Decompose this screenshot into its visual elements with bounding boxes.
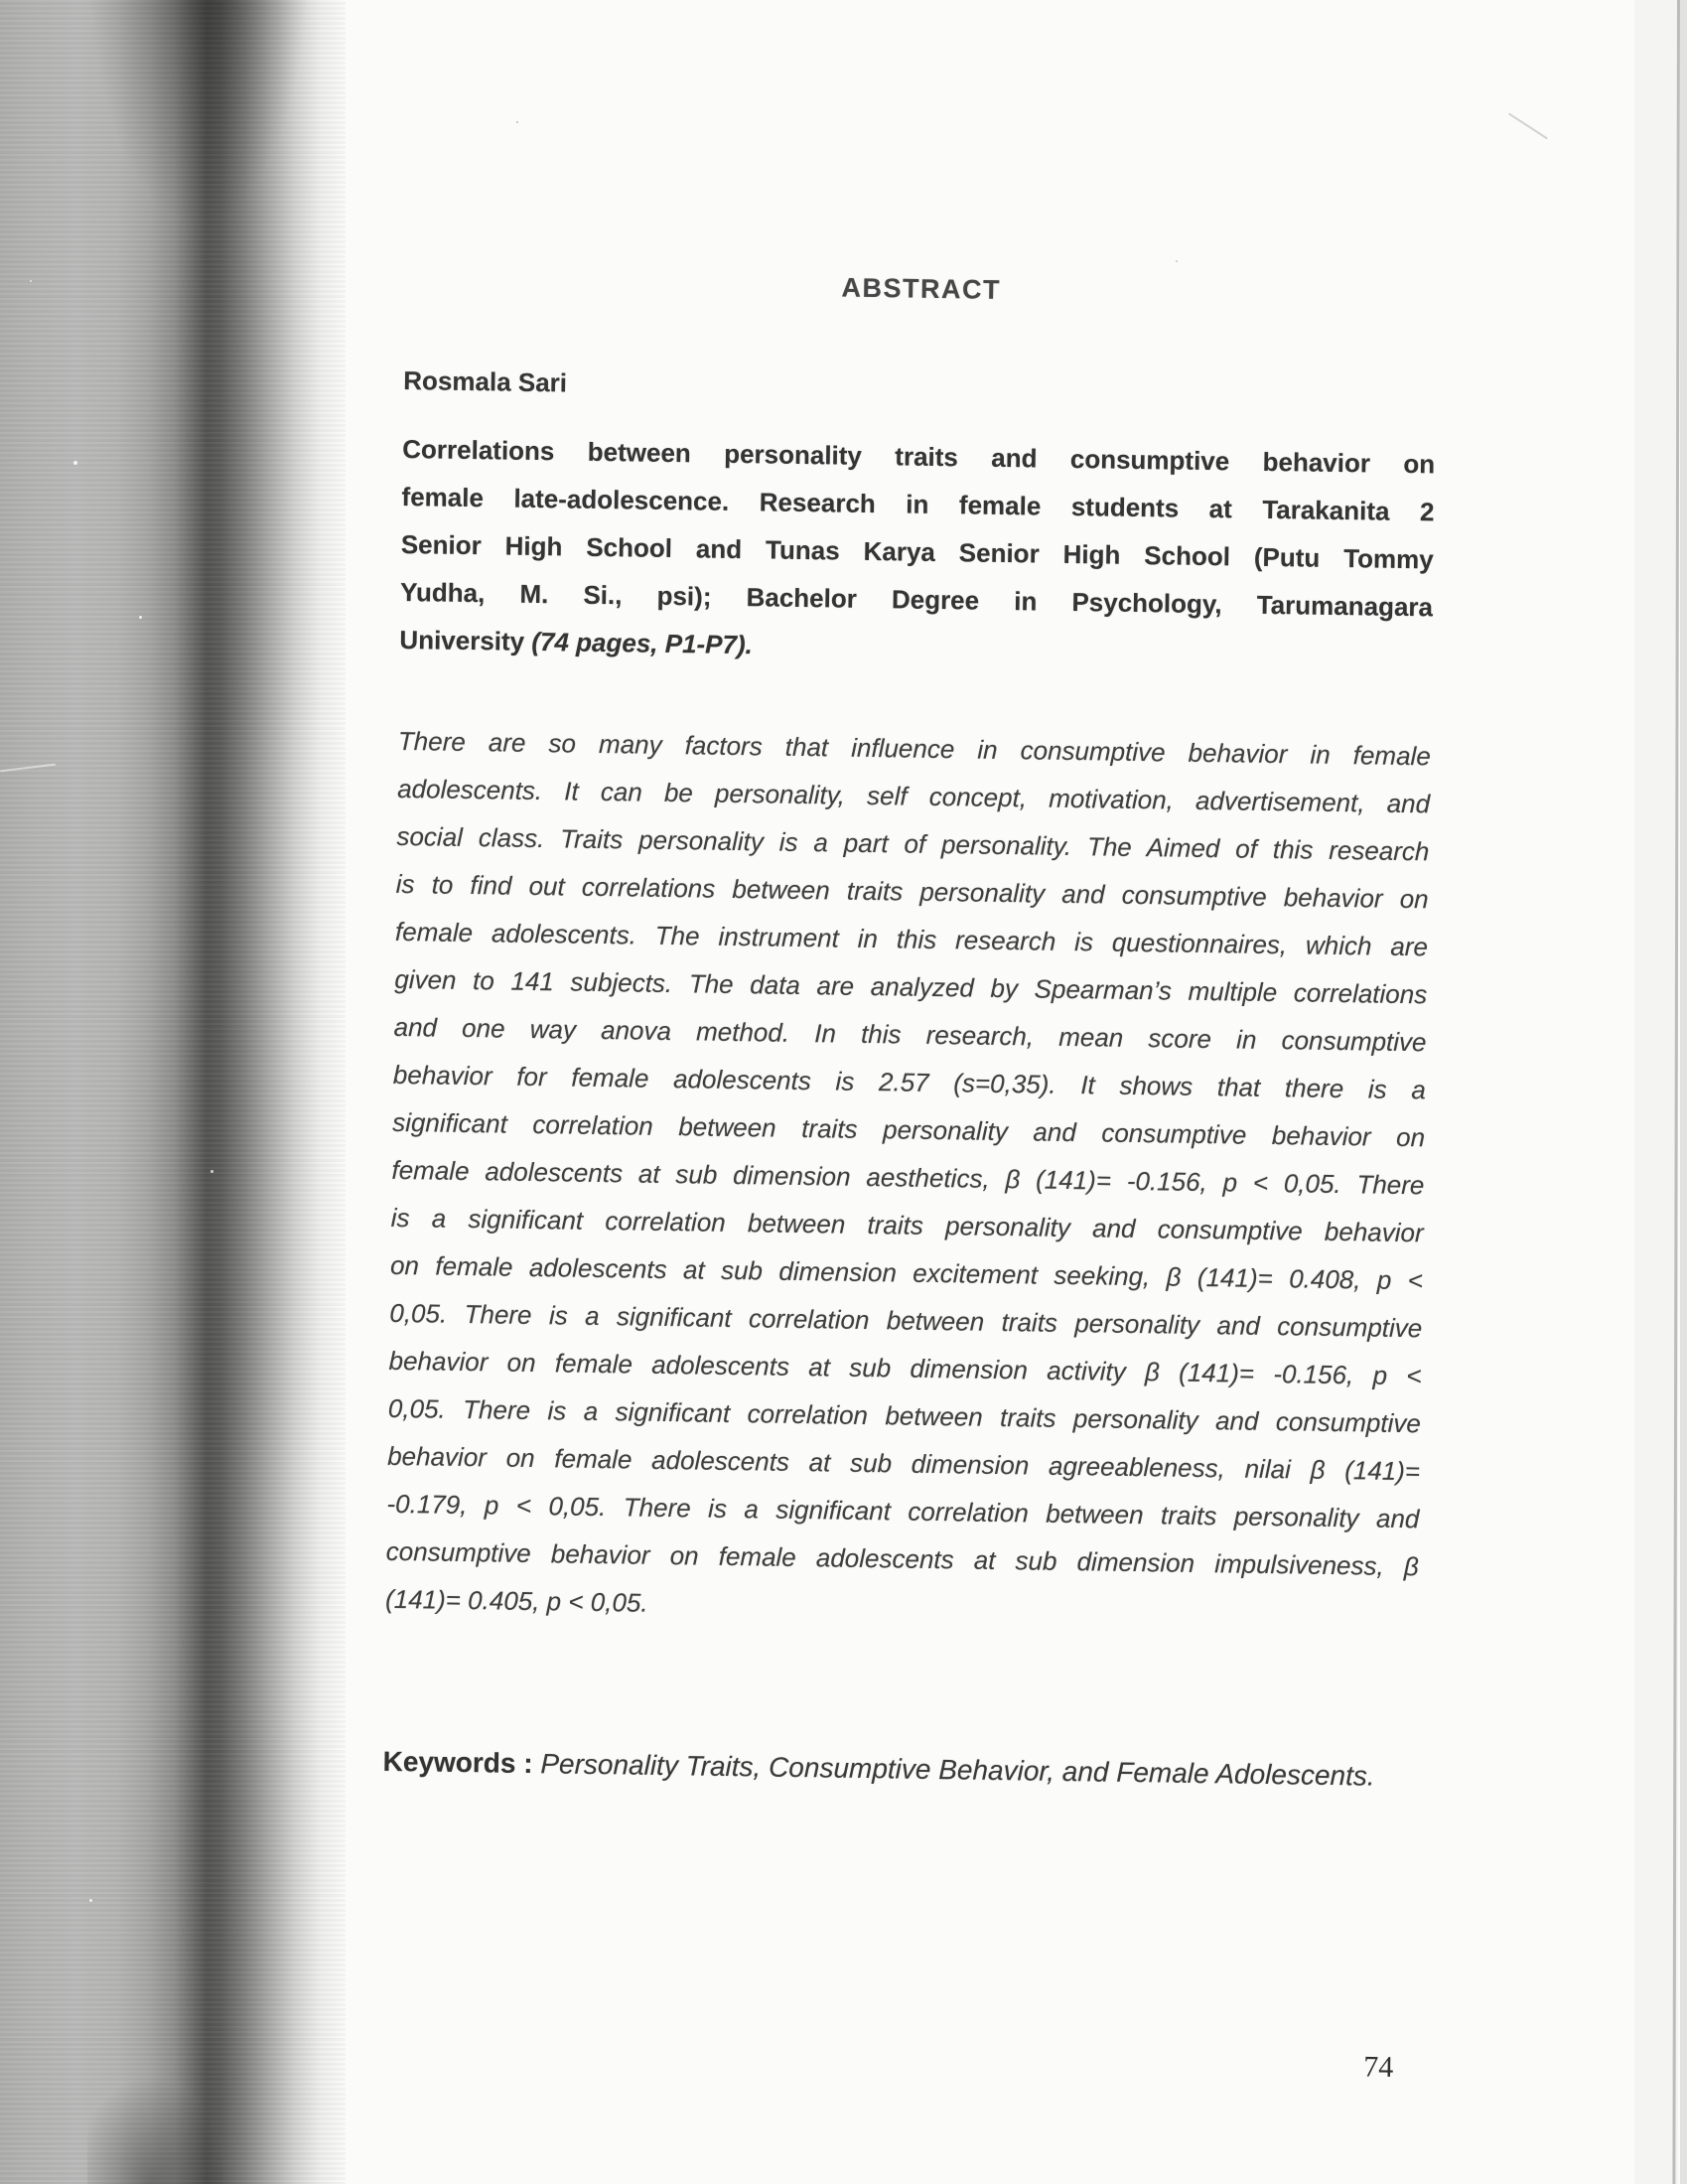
abstract-line: consumptive behavior on female adolescents at sub dimension impulsiveness, β bbox=[385, 1535, 1419, 1582]
abstract-line: is a significant correlation between traits personality and consumptive behavior bbox=[390, 1202, 1424, 1248]
abstract-line: 0,05. There is a significant correlation between traits personality and consumptive bbox=[387, 1392, 1422, 1439]
abstract-line: social class. Traits personality is a part of personality. The Aimed of this research bbox=[396, 820, 1430, 867]
thesis-title-paragraph bbox=[399, 425, 1435, 678]
keywords-line bbox=[382, 1746, 1415, 1793]
abstract-line: female adolescents. The instrument in this research is questionnaires, which are bbox=[394, 916, 1429, 962]
dust-speck bbox=[211, 1170, 213, 1173]
abstract-line: behavior for female adolescents is 2.57 (s=0,35). It shows that there is a bbox=[392, 1059, 1427, 1105]
author-name: Rosmala Sari bbox=[403, 364, 568, 398]
dust-speck bbox=[73, 461, 77, 465]
abstract-line: There are so many factors that influence in consumptive behavior in female bbox=[397, 725, 1432, 772]
dust-speck bbox=[30, 280, 32, 282]
abstract-line: and one way anova method. In this research, mean score in consumptive bbox=[393, 1011, 1427, 1058]
abstract-line: behavior on female adolescents at sub dimension activity β (141)= -0.156, p < bbox=[388, 1345, 1422, 1391]
abstract-line: behavior on female adolescents at sub dimension agreeableness, nilai β (141)= bbox=[387, 1440, 1421, 1487]
abstract-line: 0,05. There is a significant correlation between traits personality and consumptive bbox=[389, 1297, 1423, 1344]
thesis-title-line: Correlations between personality traits and consumptive behavior on bbox=[402, 433, 1436, 480]
dust-speck bbox=[89, 1899, 92, 1902]
page-content bbox=[377, 266, 1437, 2128]
binding-bottom-shade bbox=[87, 2076, 226, 2184]
thesis-title-line: female late-adolescence. Research in female students at Tarakanita 2 bbox=[401, 481, 1435, 527]
dust-speck bbox=[139, 616, 142, 619]
abstract-line: (141)= 0.405, p < 0,05. bbox=[384, 1583, 648, 1618]
keywords-text: Personality Traits, Consumptive Behavior, and Female Adolescents. bbox=[540, 1748, 1375, 1792]
abstract-line: given to 141 subjects. The data are analyzed by Spearman’s multiple correlations bbox=[394, 963, 1428, 1010]
thesis-title-line: Senior High School and Tunas Karya Senior High School (Putu Tommy bbox=[400, 528, 1434, 575]
abstract-line: female adolescents at sub dimension aesthetics, β (141)= -0.156, p < 0,05. There bbox=[391, 1154, 1425, 1201]
abstract-paragraph bbox=[385, 717, 1431, 1638]
keywords-label: Keywords : bbox=[382, 1745, 541, 1780]
thesis-title-line-italic-part: (74 pages, P1-P7). bbox=[531, 626, 754, 660]
page-title: ABSTRACT bbox=[841, 272, 1002, 305]
binding-top-shade bbox=[89, 0, 308, 218]
scan-line-texture bbox=[0, 0, 346, 2184]
abstract-line: -0.179, p < 0,05. There is a significant correlation between traits personality and bbox=[386, 1488, 1420, 1534]
paper-edge-strip bbox=[1680, 0, 1687, 2184]
scan-scratch bbox=[1508, 113, 1548, 140]
thesis-title-line-normal-part: University bbox=[399, 624, 532, 656]
abstract-line: adolescents. It can be personality, self concept, motivation, advertisement, and bbox=[396, 773, 1431, 819]
abstract-line: significant correlation between traits personality and consumptive behavior on bbox=[391, 1106, 1426, 1153]
dust-speck bbox=[1176, 260, 1178, 262]
dust-speck bbox=[516, 121, 518, 123]
abstract-line: is to find out correlations between traits personality and consumptive behavior on bbox=[395, 868, 1429, 915]
thesis-title-line: Yudha, M. Si., psi); Bachelor Degree in Psychology, Tarumanagara bbox=[399, 576, 1434, 623]
abstract-line: on female adolescents at sub dimension excitement seeking, β (141)= 0.408, p < bbox=[389, 1249, 1424, 1296]
paper-right-margin-shade bbox=[1634, 0, 1678, 2184]
page-number: 74 bbox=[1362, 2050, 1394, 2084]
